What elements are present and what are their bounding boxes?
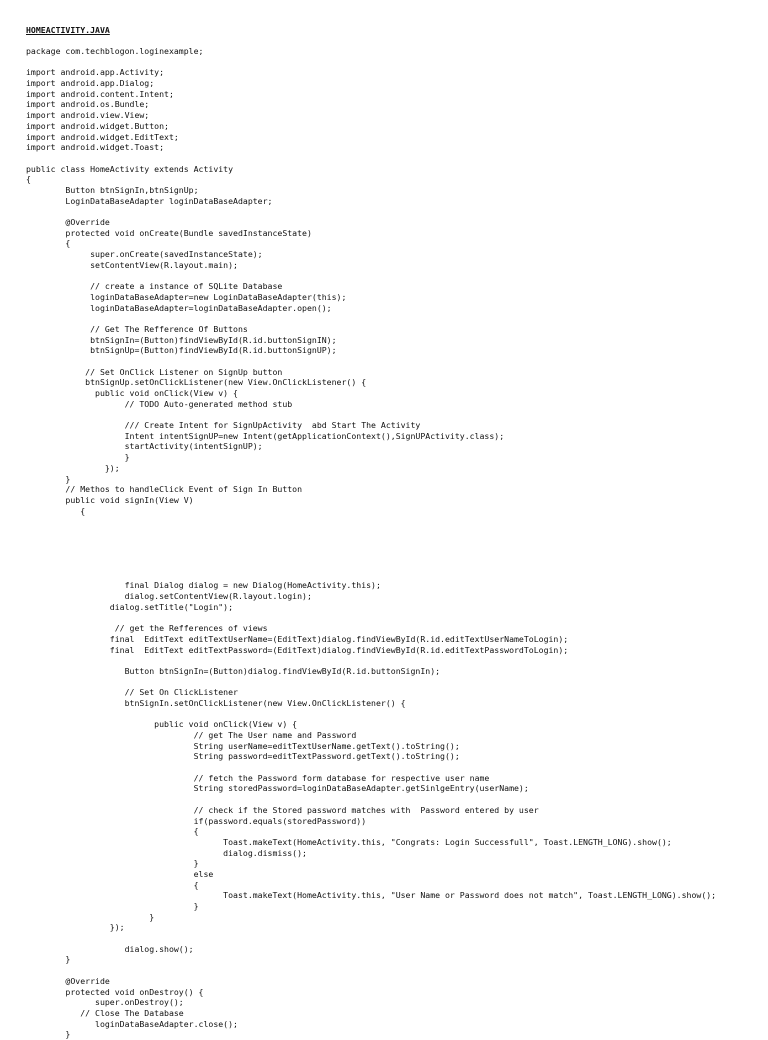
code-line: String userName=editTextUserName.getText().toString(); — [26, 740, 460, 751]
code-line: dialog.dismiss(); — [26, 847, 307, 858]
code-line — [26, 933, 716, 944]
code-line — [26, 206, 716, 217]
code-line — [26, 409, 716, 420]
code-line: final EditText editTextUserName=(EditText)dialog.findViewById(R.id.editTextUserNameToLogin); — [26, 633, 569, 644]
code-line: startActivity(intentSignUP); — [26, 441, 263, 452]
code-line — [26, 559, 716, 570]
code-line: } — [26, 911, 155, 922]
code-line: Toast.makeText(HomeActivity.this, "User Name or Password does not match", Toast.LENGTH_LONG).show(); — [26, 890, 717, 901]
code-line: // Close The Database — [26, 1007, 184, 1018]
code-line — [26, 538, 716, 549]
code-line: import android.content.Intent; — [26, 88, 174, 99]
code-line — [26, 655, 716, 666]
code-line — [26, 153, 716, 164]
code-line — [26, 762, 716, 773]
code-line: public void onClick(View v) { — [26, 388, 238, 398]
code-line: @Override — [26, 975, 110, 986]
code-line — [26, 965, 716, 976]
code-line: import android.app.Dialog; — [26, 78, 155, 89]
code-line: btnSignIn=(Button)findViewById(R.id.buttonSignIN); — [26, 334, 337, 345]
code-line — [26, 356, 716, 367]
code-line — [26, 57, 716, 68]
code-line — [26, 516, 716, 527]
code-line: public void onClick(View v) { — [26, 719, 298, 730]
code-line: Button btnSignIn=(Button)dialog.findViewById(R.id.buttonSignIn); — [26, 665, 441, 676]
code-line: protected void onDestroy() { — [26, 986, 204, 997]
code-line — [26, 677, 716, 688]
code-block — [26, 46, 716, 1040]
code-line: super.onDestroy(); — [26, 997, 184, 1008]
code-line: String storedPassword=loginDataBaseAdapter.getSinlgeEntry(userName); — [26, 783, 529, 794]
code-line: else — [26, 868, 214, 879]
code-line: // Get The Refference Of Buttons — [26, 323, 248, 334]
code-line: super.onCreate(savedInstanceState); — [26, 249, 263, 260]
code-line: // Set OnClick Listener on SignUp button — [26, 366, 283, 377]
code-line — [26, 794, 716, 805]
code-line: import android.os.Bundle; — [26, 99, 150, 110]
code-line: } — [26, 452, 130, 463]
code-line: } — [26, 1029, 71, 1040]
code-line: btnSignUp=(Button)findViewById(R.id.buttonSignUP); — [26, 345, 337, 356]
code-line: loginDataBaseAdapter.close(); — [26, 1018, 238, 1029]
code-line — [26, 548, 716, 559]
code-line — [26, 313, 716, 324]
code-line: } — [26, 858, 199, 869]
code-line: @Override — [26, 217, 110, 227]
code-line: LoginDataBaseAdapter loginDataBaseAdapter; — [26, 195, 273, 206]
code-line: } — [26, 473, 71, 484]
code-line: // Set On ClickListener — [26, 687, 238, 698]
code-line: // TODO Auto-generated method stub — [26, 398, 293, 409]
code-line: final EditText editTextPassword=(EditText)dialog.findViewById(R.id.editTextPasswordToLogin); — [26, 644, 569, 655]
code-line: { — [26, 826, 199, 837]
code-line: public void signIn(View V) — [26, 494, 194, 505]
code-line — [26, 270, 716, 281]
code-line — [26, 612, 716, 623]
code-line: protected void onCreate(Bundle savedInstanceState) — [26, 227, 312, 238]
code-line: loginDataBaseAdapter=loginDataBaseAdapter.open(); — [26, 302, 332, 313]
code-line: Button btnSignIn,btnSignUp; — [26, 184, 199, 195]
code-line: String password=editTextPassword.getText().toString(); — [26, 751, 460, 762]
code-line: final Dialog dialog = new Dialog(HomeActivity.this); — [26, 580, 381, 591]
code-line: btnSignUp.setOnClickListener(new View.OnClickListener() { — [26, 377, 367, 388]
code-line: // check if the Stored password matches with Password entered by user — [26, 804, 539, 815]
code-line: dialog.setTitle("Login"); — [26, 601, 234, 612]
code-line: dialog.show(); — [26, 943, 194, 954]
code-line: { — [26, 174, 31, 185]
code-line: { — [26, 238, 71, 249]
code-line: import android.widget.Button; — [26, 120, 169, 131]
code-line: // get the Refferences of views — [26, 623, 268, 634]
code-line: // create a instance of SQLite Database — [26, 281, 283, 292]
code-line: // Methos to handleClick Event of Sign In Button — [26, 484, 303, 495]
code-line: { — [26, 879, 199, 890]
code-line: loginDataBaseAdapter=new LoginDataBaseAdapter(this); — [26, 291, 347, 302]
code-line: Intent intentSignUP=new Intent(getApplicationContext(),SignUPActivity.class); — [26, 430, 505, 441]
code-line: import android.view.View; — [26, 110, 150, 121]
code-line: public class HomeActivity extends Activity — [26, 163, 234, 174]
code-line: btnSignIn.setOnClickListener(new View.OnClickListener() { — [26, 697, 406, 708]
document-title: HOMEACTIVITY.JAVA — [26, 25, 110, 35]
code-line — [26, 709, 716, 720]
code-line: /// Create Intent for SignUpActivity abd Start The Activity — [26, 420, 421, 431]
code-line: import android.widget.Toast; — [26, 142, 165, 153]
code-line — [26, 527, 716, 538]
code-line: import android.widget.EditText; — [26, 131, 179, 142]
code-line: } — [26, 954, 71, 965]
code-line: dialog.setContentView(R.layout.login); — [26, 591, 312, 602]
code-line: // get The User name and Password — [26, 730, 357, 740]
code-line — [26, 570, 716, 581]
code-line: } — [26, 901, 199, 911]
code-line: { — [26, 505, 86, 516]
code-line: import android.app.Activity; — [26, 67, 165, 78]
code-line: setContentView(R.layout.main); — [26, 259, 238, 270]
code-line: if(password.equals(storedPassword)) — [26, 815, 367, 826]
code-line: }); — [26, 462, 120, 473]
code-line: Toast.makeText(HomeActivity.this, "Congrats: Login Successfull", Toast.LENGTH_LONG).show(); — [26, 836, 672, 847]
code-line: }); — [26, 922, 125, 933]
code-line: package com.techblogon.loginexample; — [26, 46, 204, 56]
code-line: // fetch the Password form database for respective user name — [26, 772, 490, 783]
